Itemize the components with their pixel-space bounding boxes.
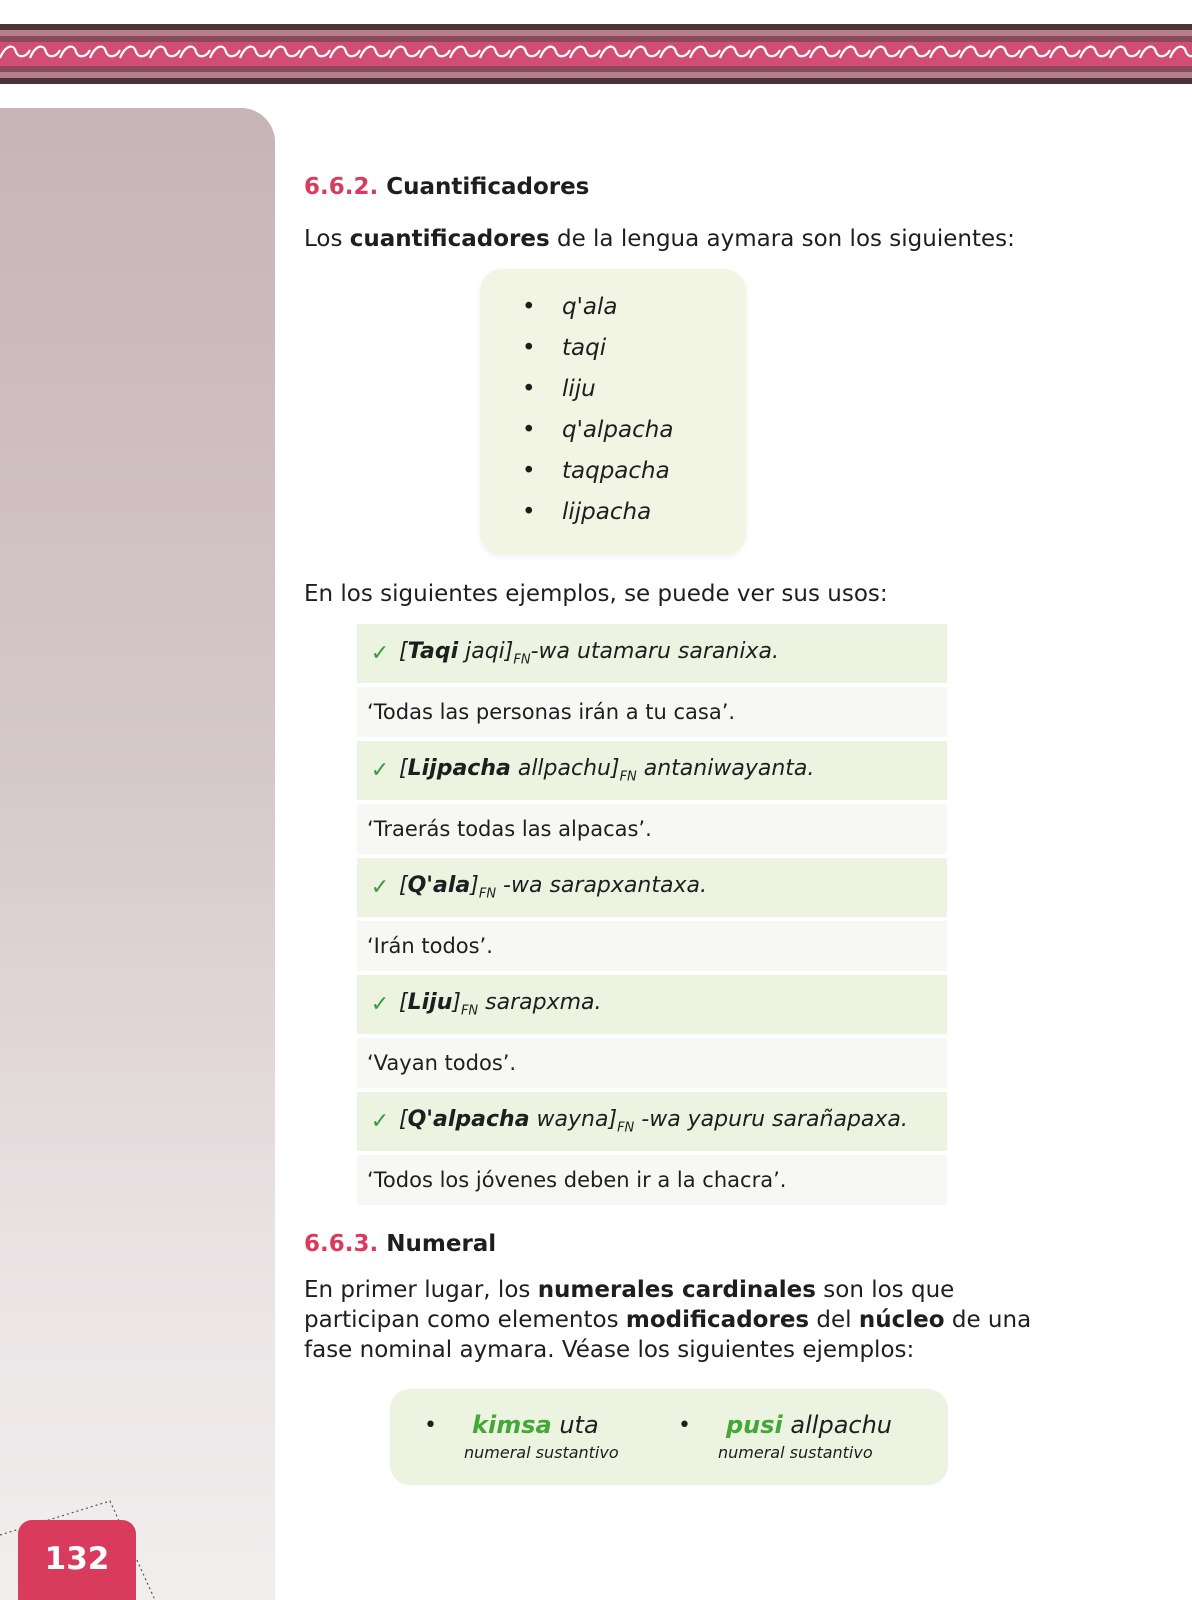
numeral-phrase: pusi allpachu [726,1411,893,1439]
check-icon: ✓ [370,1109,390,1134]
section-title: Numeral [386,1231,497,1257]
list-item: • liju [522,369,746,410]
numeral-gloss: numeral sustantivo [718,1443,873,1462]
example-sentence: $[Liju]_{FN}$ sarapxma. [399,990,602,1019]
section-title: Cuantificadores [386,174,590,200]
quantifiers-list-box [480,269,746,555]
numeral-paragraph: En primer lugar, los numerales cardinales son los que participan como elementos modificadores del núcleo de una fase nominal aymara. Véase los siguientes ejemplos: [304,1277,1032,1363]
examples-intro: En los siguientes ejemplos, se puede ver sus usos: [304,581,888,607]
check-icon: ✓ [370,641,390,666]
numeral-examples-box [390,1389,948,1485]
section-heading-numeral [304,1231,496,1257]
section-heading-quantifiers [304,174,589,200]
example-sentence: [Q'alpacha $wayna]_{FN}$ -wa yapuru sarañapaxa. [399,1107,908,1136]
example-row [357,624,947,683]
example-sentence: $[Q'ala]_{FN}$ -wa sarapxantaxa. [399,873,707,902]
numeral-gloss: numeral sustantivo [464,1443,619,1462]
example-translation: ‘Irán todos’. [357,921,947,971]
decorative-band [0,24,1192,84]
section-number: 6.6.3. [304,1231,379,1257]
numeral-phrase: kimsa uta [472,1411,599,1439]
list-item: • q'alpacha [522,410,746,451]
example-row [357,858,947,917]
example-translation: ‘Vayan todos’. [357,1038,947,1088]
side-panel [0,108,275,1600]
list-item: • q'ala [522,287,746,328]
quantifiers-intro: Los cuantificadores de la lengua aymara son los siguientes: [304,226,1015,252]
check-icon: ✓ [370,992,390,1017]
page-number: 132 [18,1520,136,1600]
example-translation: ‘Traerás todas las alpacas’. [357,804,947,854]
section-number: 6.6.2. [304,174,379,200]
example-row [357,741,947,800]
bullet: • [424,1413,437,1438]
example-translation: ‘Todas las personas irán a tu casa’. [357,687,947,737]
list-item: • taqpacha [522,451,746,492]
example-sentence: [Lijpacha $allpachu]_{FN}$ antaniwayanta. [399,756,815,785]
bullet: • [678,1413,691,1438]
list-item: • taqi [522,328,746,369]
example-translation: ‘Todos los jóvenes deben ir a la chacra’. [357,1155,947,1205]
list-item: • lijpacha [522,492,746,533]
example-row [357,975,947,1034]
quantifiers-list [480,269,746,533]
examples-table [357,624,947,1209]
example-sentence: [Taqi $jaqi]_{FN}-wa$ utamaru saranixa. [399,639,779,668]
example-row [357,1092,947,1151]
check-icon: ✓ [370,875,390,900]
check-icon: ✓ [370,758,390,783]
